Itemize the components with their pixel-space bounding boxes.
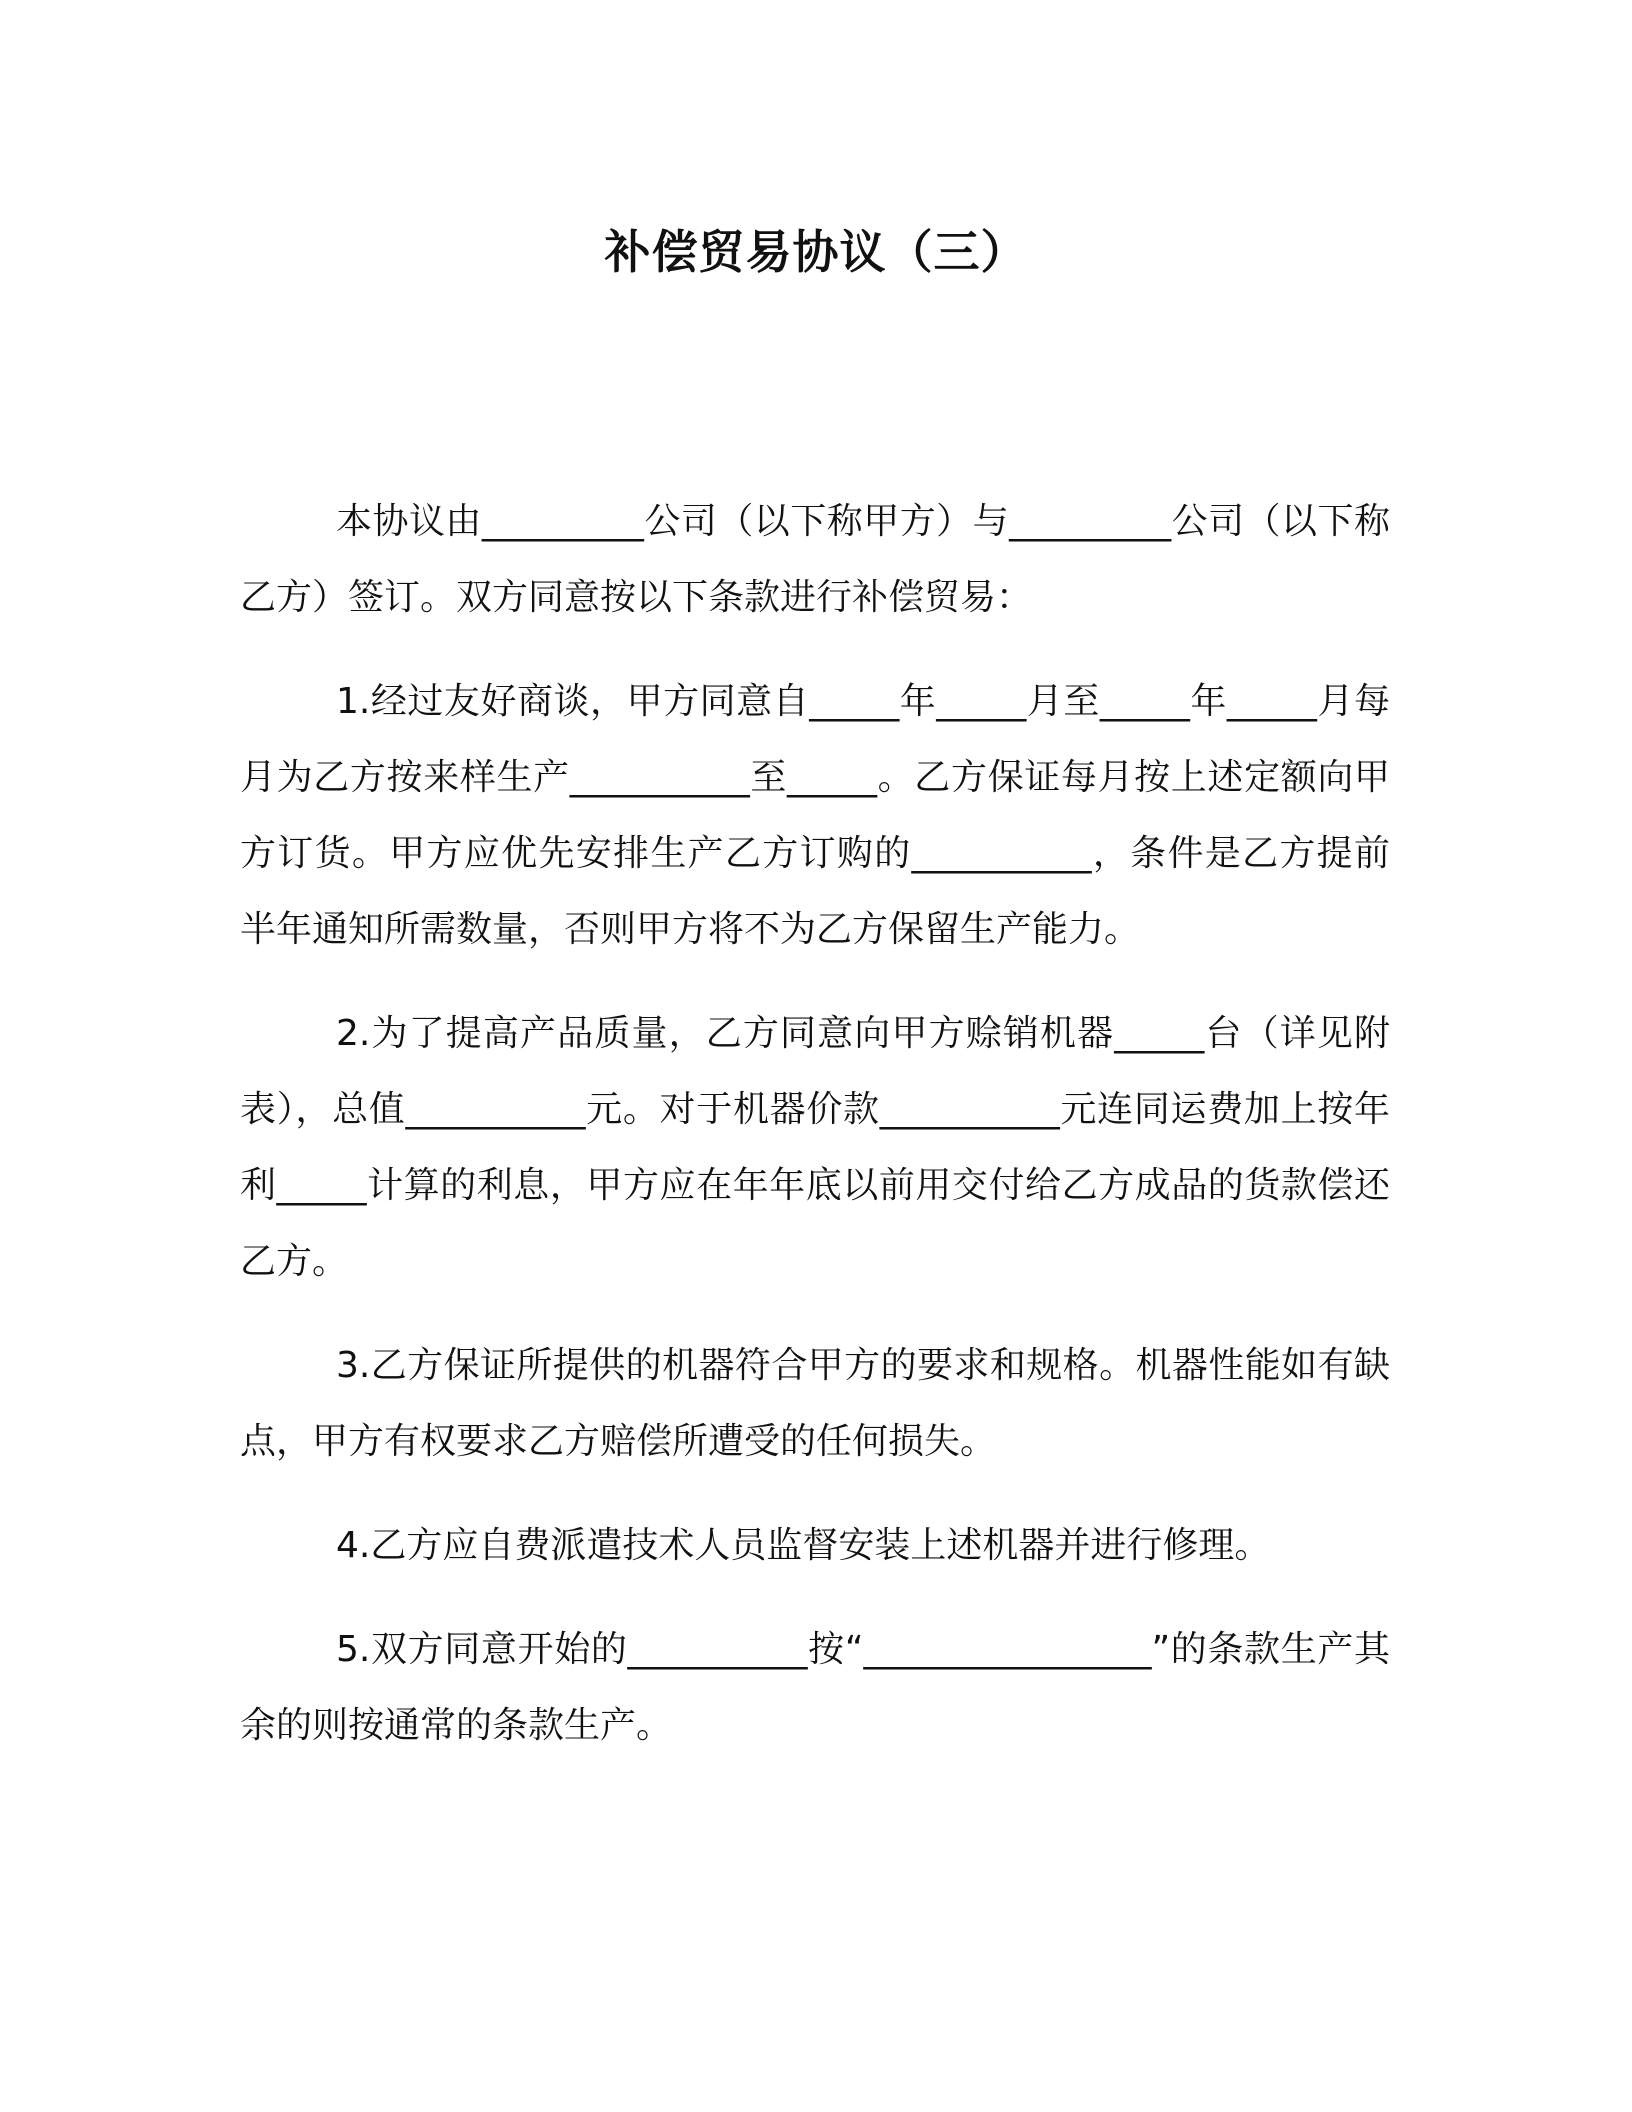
clause-1-paragraph: 1.经过友好商谈，甲方同意自_____年_____月至_____年_____月每月为乙方按来样生产__________至_____。乙方保证每月按上述定额向甲方订货。甲方应优先安排生产乙方订购的__________，条件是乙方提前半年通知所需数量，否则甲方将不为乙方保留生产能力。 xyxy=(240,681,1390,950)
document-title: 补偿贸易协议（三） xyxy=(604,225,1028,279)
intro-paragraph: 本协议由_________公司（以下称甲方）与_________公司（以下称乙方）签订。双方同意按以下条款进行补偿贸易： xyxy=(240,501,1390,618)
clause-3-paragraph: 3.乙方保证所提供的机器符合甲方的要求和规格。机器性能如有缺点，甲方有权要求乙方赔偿所遭受的任何损失。 xyxy=(240,1345,1390,1462)
document-body xyxy=(240,484,1390,1764)
clause-2-paragraph: 2.为了提高产品质量，乙方同意向甲方赊销机器_____台（详见附表），总值__________元。对于机器价款__________元连同运费加上按年利_____计算的利息，甲方应在年年底以前用交付给乙方成品的货款偿还乙方。 xyxy=(240,1013,1390,1282)
clause-4-paragraph: 4.乙方应自费派遣技术人员监督安装上述机器并进行修理。 xyxy=(336,1525,1271,1566)
clause-5-paragraph: 5.双方同意开始的__________按“________________”的条款生产其余的则按通常的条款生产。 xyxy=(240,1629,1390,1746)
